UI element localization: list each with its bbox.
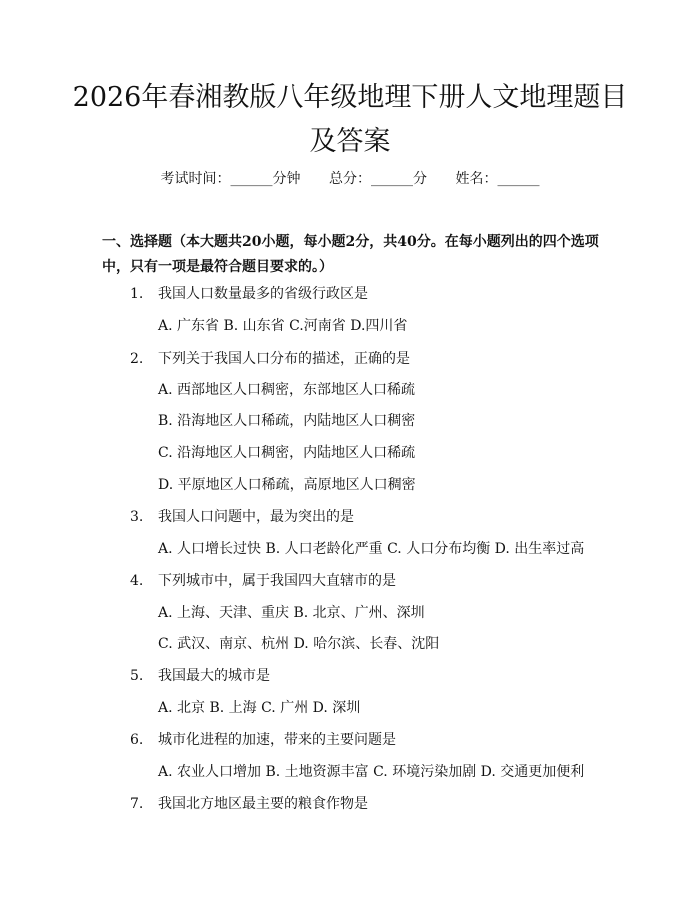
question-2 — [130, 348, 410, 368]
question-text: 我国人口问题中，最为突出的是 — [158, 509, 354, 525]
question-5-options: A. 北京 B. 上海 C. 广州 D. 深圳 — [158, 700, 361, 716]
exam-meta — [0, 168, 700, 188]
question-text: 城市化进程的加速，带来的主要问题是 — [158, 732, 396, 748]
total-score: 总分：______分 — [329, 171, 427, 187]
exam-title: 2026年春湘教版八年级地理下册人文地理题目及答案 — [72, 82, 628, 157]
question-2-option-d: D. 平原地区人口稀疏，高原地区人口稠密 — [158, 477, 416, 493]
question-4-options-ab: A. 上海、天津、重庆 B. 北京、广州、深圳 — [158, 605, 425, 621]
question-number: 1. — [130, 286, 144, 302]
question-number: 5. — [130, 668, 144, 684]
question-number: 7. — [130, 796, 144, 812]
question-6-options: A. 农业人口增加 B. 土地资源丰富 C. 环境污染加剧 D. 交通更加便利 — [158, 764, 585, 780]
question-2-option-a: A. 西部地区人口稠密，东部地区人口稀疏 — [158, 382, 416, 398]
question-3 — [130, 506, 354, 526]
question-1-options: A. 广东省 B. 山东省 C.河南省 D.四川省 — [158, 318, 408, 334]
question-text: 下列关于我国人口分布的描述，正确的是 — [158, 351, 410, 367]
question-number: 2. — [130, 351, 144, 367]
question-6 — [130, 729, 396, 749]
question-text: 下列城市中，属于我国四大直辖市的是 — [158, 573, 396, 589]
question-number: 6. — [130, 732, 144, 748]
question-text: 我国最大的城市是 — [158, 668, 270, 684]
exam-time: 考试时间：______分钟 — [160, 171, 301, 187]
question-3-options: A. 人口增长过快 B. 人口老龄化严重 C. 人口分布均衡 D. 出生率过高 — [158, 541, 585, 557]
question-1 — [130, 283, 368, 303]
question-7 — [130, 793, 368, 813]
question-5 — [130, 665, 270, 685]
question-2-option-b: B. 沿海地区人口稀疏，内陆地区人口稠密 — [158, 413, 416, 429]
question-text: 我国人口数量最多的省级行政区是 — [158, 286, 368, 302]
question-number: 4. — [130, 573, 144, 589]
section-heading: 一、选择题（本大题共20小题，每小题2分，共40分。在每小题列出的四个选项中，只有一项是最符合题目要求的。） — [102, 234, 599, 275]
question-number: 3. — [130, 509, 144, 525]
question-4 — [130, 570, 396, 590]
question-text: 我国北方地区最主要的粮食作物是 — [158, 796, 368, 812]
question-4-options-cd: C. 武汉、南京、杭州 D. 哈尔滨、长春、沈阳 — [158, 636, 440, 652]
question-2-option-c: C. 沿海地区人口稠密，内陆地区人口稀疏 — [158, 445, 416, 461]
student-name: 姓名：______ — [455, 171, 540, 187]
